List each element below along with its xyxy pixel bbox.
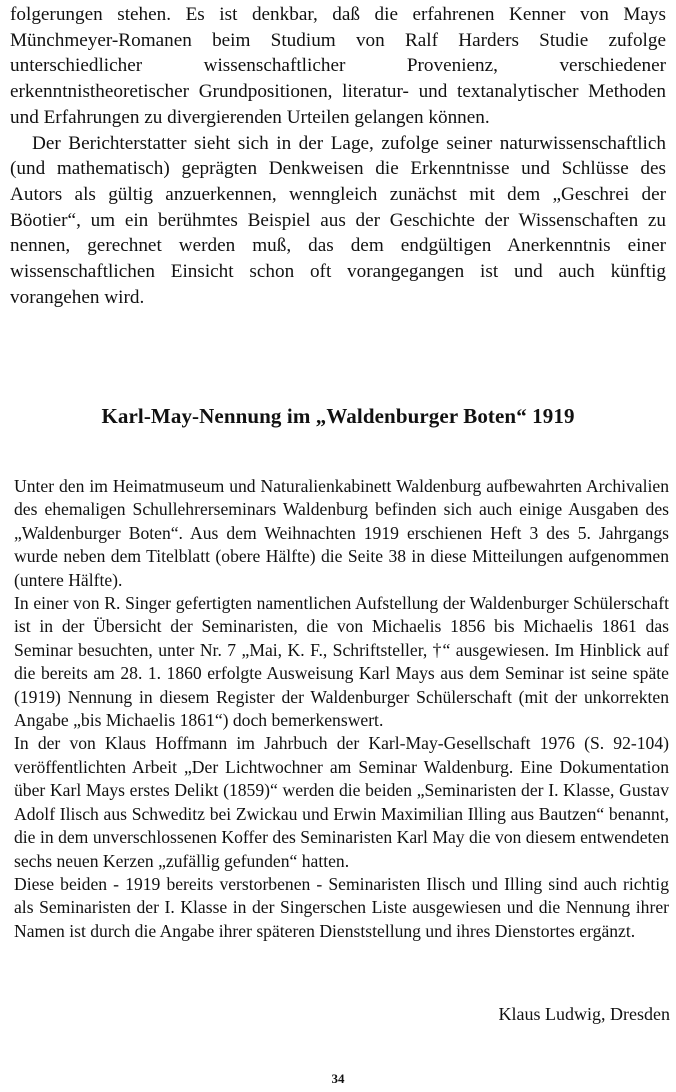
section-title: Karl-May-Nennung im „Waldenburger Boten“ 1919 [101, 404, 575, 428]
author-signature: Klaus Ludwig, Dresden [498, 1004, 670, 1024]
intro-text [10, 2, 666, 310]
body-paragraph: In einer von R. Singer gefertigten namentlichen Aufstellung der Waldenburger Schülerschaft ist in der Übersicht der Seminaristen, die von Michaelis 1856 bis Michaelis 1861 das Seminar besuchten, unter Nr. 7 „Mai, K. F., Schriftsteller, †“ ausgewiesen. Im Hinblick auf die bereits am 28. 1. 1860 erfolgte Ausweisung Karl Mays aus dem Seminar ist seine späte (1919) Nennung in diesem Register der Waldenburger Schülerschaft (mit der unkorrekten Angabe „bis Michaelis 1861“) doch bemerkenswert. [14, 593, 669, 731]
section-body [14, 475, 669, 943]
intro-paragraph: Der Berichterstatter sieht sich in der Lage, zufolge seiner naturwissenschaftlich (und mathematisch) geprägten Denkweisen die Erkenntnisse und Schlüsse des Autors als gültig anzuerkennen, wenngleich zunächst mit dem „Geschrei der Böotier“, um ein berühmtes Beispiel aus der Geschichte der Wissenschaften zu nennen, gerechnet werden muß, das dem endgültigen Anerkenntnis einer wissenschaftlichen Einsicht schon oft vorangegangen ist und auch künftig vorangehen wird. [10, 132, 666, 308]
page-number: 34 [331, 1071, 345, 1086]
body-paragraph: In der von Klaus Hoffmann im Jahrbuch der Karl-May-Gesellschaft 1976 (S. 92-104) veröffentlichten Arbeit „Der Lichtwochner am Seminar Waldenburg. Eine Dokumentation über Karl Mays erstes Delikt (1859)“ werden die beiden „Seminaristen der I. Klasse, Gustav Adolf Ilisch aus Schweditz bei Zwickau und Erwin Maximilian Illing aus Bautzen“ benannt, die in dem unverschlossenen Koffer des Seminaristen Karl May die von diesem entwendeten sechs neuen Kerzen „zufällig gefunden“ hatten. [14, 733, 669, 871]
intro-paragraph: folgerungen stehen. Es ist denkbar, daß die erfahrenen Kenner von Mays Münchmeyer-Romanen beim Studium von Ralf Harders Studie zufolge unterschiedlicher wissenschaftlicher Provenienz, verschiedener erkenntnistheoretischer Grundpositionen, literatur- und textanalytischer Methoden und Erfahrungen zu divergierenden Urteilen gelangen können. [10, 4, 666, 128]
body-paragraph: Unter den im Heimatmuseum und Naturalienkabinett Waldenburg aufbewahrten Archivalien des ehemaligen Schullehrerseminars Waldenburg befinden sich auch einige Ausgaben des „Waldenburger Boten“. Aus dem Weihnachten 1919 erschienen Heft 3 des 5. Jahrgangs wurde neben dem Titelblatt (obere Hälfte) die Seite 38 in diese Mitteilungen aufgenommen (untere Hälfte). [14, 476, 669, 590]
body-paragraph: Diese beiden - 1919 bereits verstorbenen - Seminaristen Ilisch und Illing sind auch richtig als Seminaristen der I. Klasse in der Singerschen Liste ausgewiesen und die Nennung ihrer Namen ist durch die Angabe ihrer späteren Dienststellung und ihres Dienstortes ergänzt. [14, 873, 669, 941]
